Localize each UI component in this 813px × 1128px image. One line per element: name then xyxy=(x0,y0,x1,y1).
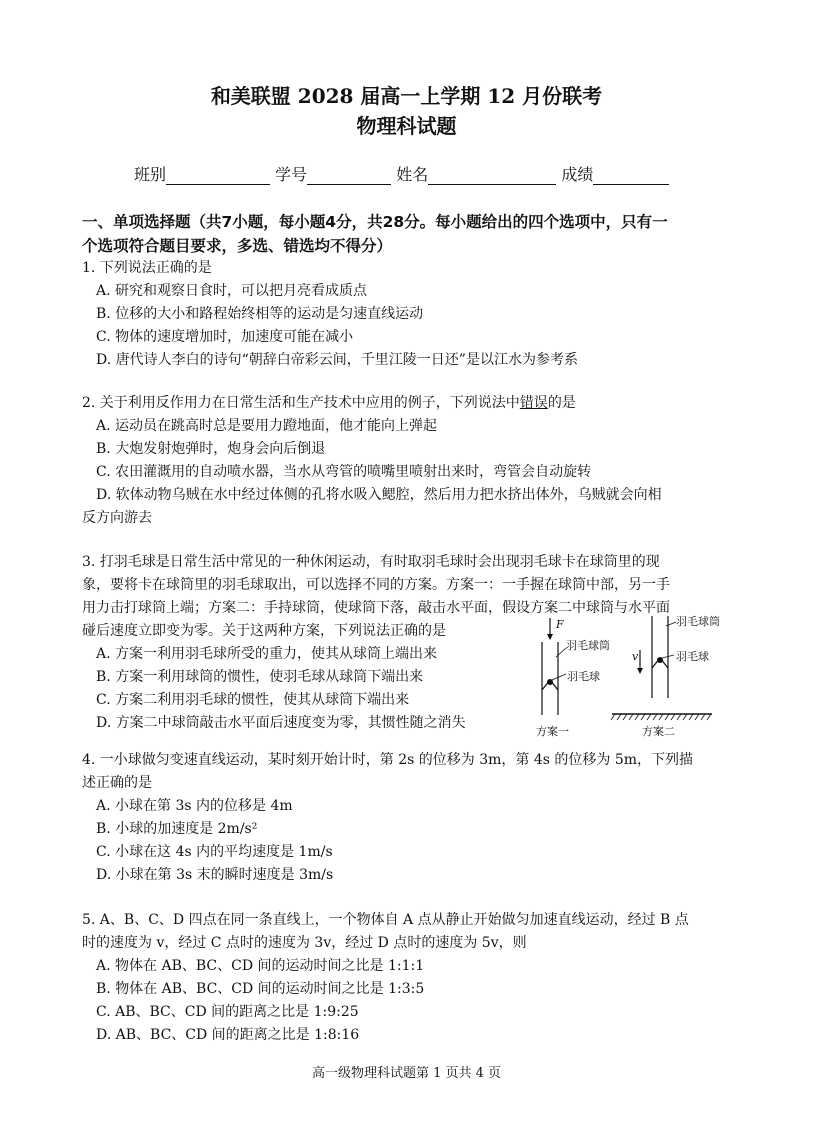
field-score-label: 成绩 xyxy=(561,165,594,184)
page-footer: 高一级物理科试题第 1 页共 4 页 xyxy=(311,1066,502,1081)
q1-option-c: C. 物体的速度增加时，加速度可能在减小 xyxy=(96,329,354,345)
force-label: F xyxy=(556,618,564,631)
q2-emphasis: 错误 xyxy=(519,395,548,411)
scheme2-diagram xyxy=(611,614,720,738)
field-id-label: 学号 xyxy=(275,165,308,184)
q4-stem-line2: 述正确的是 xyxy=(82,775,152,791)
q3-option-b: B. 方案一利用球筒的惯性，使羽毛球从球筒下端出来 xyxy=(96,669,424,685)
velocity-label: v xyxy=(632,650,639,663)
caption-scheme1: 方案一 xyxy=(536,725,569,738)
q5-stem-line1: 5. A、B、C、D 四点在同一条直线上，一个物体自 A 点从静止开始做匀加速直线运动，经过 B 点 xyxy=(82,912,689,928)
exam-subtitle: 物理科试题 xyxy=(356,114,457,138)
tube-label-1: 羽毛球筒 xyxy=(566,639,610,652)
section-heading-line1: 一、单项选择题（共7小题，每小题4分，共28分。每小题给出的四个选项中，只有一 xyxy=(82,213,668,231)
q5-option-d: D. AB、BC、CD 间的距离之比是 1:8:16 xyxy=(96,1027,360,1043)
tube-label-2: 羽毛球筒 xyxy=(676,615,720,628)
q4-option-d: D. 小球在第 3s 末的瞬时速度是 3m/s xyxy=(96,867,334,883)
q5-option-a: A. 物体在 AB、BC、CD 间的运动时间之比是 1:1:1 xyxy=(96,958,425,974)
q3-option-c: C. 方案二利用羽毛球的惯性，使其从球筒下端出来 xyxy=(96,692,410,708)
q2-option-c: C. 农田灌溉用的自动喷水器，当水从弯管的喷嘴里喷射出来时，弯管会自动旋转 xyxy=(96,464,592,480)
q2-stem: 2. 关于利用反作用力在日常生活和生产技术中应用的例子，下列说法中错误的是 xyxy=(82,395,576,411)
q3-option-d: D. 方案二中球筒敲击水平面后速度变为零，其惯性随之消失 xyxy=(96,715,466,731)
scheme1-diagram xyxy=(536,618,610,738)
q2-option-d: D. 软体动物乌贼在水中经过体侧的孔将水吸入鳃腔，然后用力把水挤出体外，乌贼就会向相 xyxy=(96,487,662,503)
info-fields xyxy=(134,165,669,185)
q4-option-b: B. 小球的加速度是 2m/s² xyxy=(96,821,258,837)
caption-scheme2: 方案二 xyxy=(642,725,675,738)
q4-option-a: A. 小球在第 3s 内的位移是 4m xyxy=(96,798,293,814)
q1-option-d: D. 唐代诗人李白的诗句“朝辞白帝彩云间，千里江陵一日还”是以江水为参考系 xyxy=(96,352,578,368)
q4-option-c: C. 小球在这 4s 内的平均速度是 1m/s xyxy=(96,844,333,860)
q3-figure xyxy=(520,610,725,745)
q2-option-d-continued: 反方向游去 xyxy=(82,510,152,526)
q1-stem: 1. 下列说法正确的是 xyxy=(82,260,212,276)
field-name-blank[interactable] xyxy=(428,168,556,185)
q5-option-c: C. AB、BC、CD 间的距离之比是 1:9:25 xyxy=(96,1004,359,1020)
section-heading-line2: 个选项符合题目要求，多选、错选均不得分） xyxy=(82,237,393,255)
q3-stem-line3: 用力击打球筒上端；方案二：手持球筒，使球筒下落，敲击水平面，假设方案二中球筒与水平面 xyxy=(82,600,670,616)
exam-title: 和美联盟 2028 届高一上学期 12 月份联考 xyxy=(210,84,603,108)
field-class-blank[interactable] xyxy=(166,168,270,185)
q1-option-b: B. 位移的大小和路程始终相等的运动是匀速直线运动 xyxy=(96,306,424,322)
q5-stem-line2: 时的速度为 v，经过 C 点时的速度为 3v，经过 D 点时的速度为 5v，则 xyxy=(82,935,527,951)
q1-option-a: A. 研究和观察日食时，可以把月亮看成质点 xyxy=(96,283,368,299)
q2-option-a: A. 运动员在跳高时总是要用力蹬地面，他才能向上弹起 xyxy=(96,418,438,434)
field-class-label: 班别 xyxy=(134,165,167,184)
q3-option-a: A. 方案一利用羽毛球所受的重力，使其从球筒上端出来 xyxy=(96,646,438,662)
q3-stem-line4: 碰后速度立即变为零。关于这两种方案，下列说法正确的是 xyxy=(82,623,446,639)
ball-label-2: 羽毛球 xyxy=(676,650,709,663)
q4-stem-line1: 4. 一小球做匀变速直线运动，某时刻开始计时，第 2s 的位移为 3m，第 4s 的位移为 5m，下列描 xyxy=(82,752,694,768)
field-score-blank[interactable] xyxy=(593,168,669,185)
q3-stem-line2: 象，要将卡在球筒里的羽毛球取出，可以选择不同的方案。方案一：一手握在球筒中部，另一手 xyxy=(82,577,670,593)
q2-option-b: B. 大炮发射炮弹时，炮身会向后倒退 xyxy=(96,441,326,457)
q5-option-b: B. 物体在 AB、BC、CD 间的运动时间之比是 1:3:5 xyxy=(96,981,425,997)
field-name-label: 姓名 xyxy=(396,165,429,184)
ball-label-1: 羽毛球 xyxy=(567,670,600,683)
q3-stem-line1: 3. 打羽毛球是日常生活中常见的一种休闲运动，有时取羽毛球时会出现羽毛球卡在球筒里的现 xyxy=(82,554,660,570)
field-id-blank[interactable] xyxy=(307,168,391,185)
